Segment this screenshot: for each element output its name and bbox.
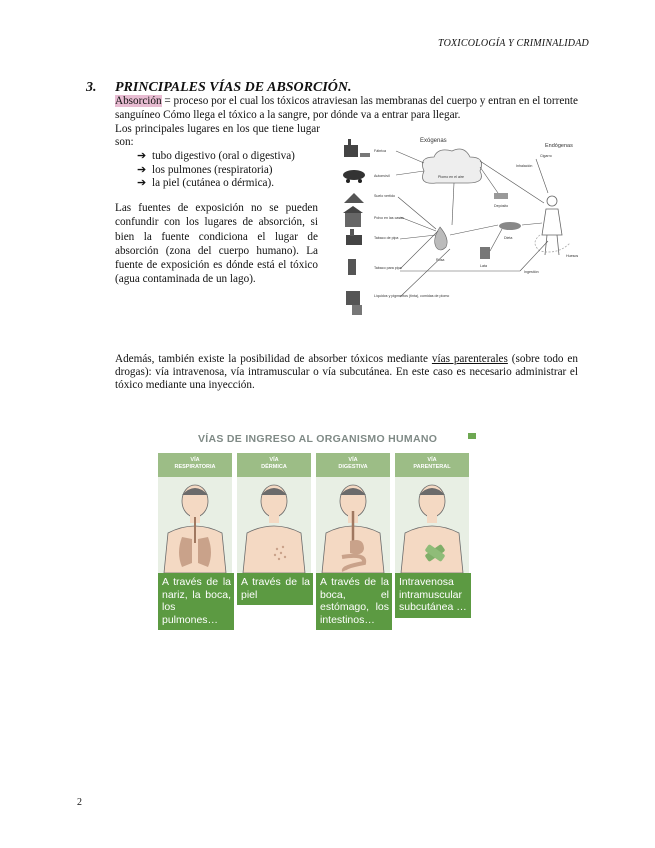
bottle-icon [348,259,356,275]
exposure-diagram [340,131,578,329]
label-endogenas: Endógenas [545,143,573,149]
caption-respiratoria: A través de la nariz, la boca, los pulmones… [158,573,234,630]
svg-text:Polvo en las casas: Polvo en las casas [374,216,404,220]
digestive-figure [316,477,390,573]
running-header: TOXICOLOGÍA Y CRIMINALIDAD [438,38,589,49]
list-item: ➔ la piel (cutánea o dérmica). [137,177,275,189]
corner-mark [468,433,476,439]
stomach-icon [350,540,364,554]
svg-text:Tabaco de pipa: Tabaco de pipa [374,236,399,240]
page-number: 2 [77,797,82,808]
svg-text:Dieta: Dieta [504,236,513,240]
parenteral-figure [395,477,469,573]
svg-text:Inhalación: Inhalación [516,164,533,168]
parenteral-link: vías parenterales [431,353,508,365]
panel-parenteral [395,453,469,573]
svg-text:Suelo vertido: Suelo vertido [374,194,395,198]
panel-header: VÍA RESPIRATORIA [158,453,232,477]
svg-text:Fábrica: Fábrica [374,149,386,153]
definition-text: = proceso por el cual los tóxicos atraviesan las membranas del cuerpo y entran en el torrente sanguíneo Cómo llega el tóxico a la sangre, por dónde va a entrar para llegar. [115,95,578,121]
car-icon [343,170,365,180]
caption-parenteral: Intravenosa intramuscular subcutánea … [395,573,471,618]
svg-text:Ingestión: Ingestión [524,270,539,274]
svg-text:Plomo en el aire: Plomo en el aire [438,175,464,179]
list-item: ➔ tubo digestivo (oral o digestiva) [137,150,295,162]
soil-icon [344,193,364,203]
panel-digestiva [316,453,390,573]
caption-dermica: A través de la piel [237,573,313,605]
plate-icon [499,222,521,230]
water-drop-icon [435,227,447,250]
panel-header: VÍA DÉRMICA [237,453,311,477]
lung-icon [179,537,192,567]
panel-respiratoria [158,453,232,573]
lugares-intro: Los principales lugares en los que tiene lugar son: [115,123,320,148]
section-number: 3. [86,80,97,95]
label-exogenas: Exógenas [420,138,447,144]
factory-icon [344,145,358,157]
can-icon [480,247,490,259]
house-icon [345,213,361,227]
definition-paragraph [115,95,578,122]
caption-digestiva: A través de la boca, el estómago, los intestinos… [316,573,392,630]
svg-text:Rosa: Rosa [436,258,445,262]
panel-header: VÍA DIGESTIVA [316,453,390,477]
highlighted-term: Absorción [115,95,162,107]
list-item: ➔ los pulmones (respiratoria) [137,163,273,176]
panel-header: VÍA PARENTERAL [395,453,469,477]
section-title: PRINCIPALES VÍAS DE ABSORCIÓN. [115,80,352,95]
respiratory-figure [158,477,232,573]
svg-text:Automóvil: Automóvil [374,174,390,178]
lugares-list [137,150,295,191]
svg-text:Tabaco para pipa: Tabaco para pipa [374,266,402,270]
svg-text:Lata: Lata [480,264,487,268]
dermal-figure [237,477,311,573]
source-icons [343,139,370,315]
deposit-icon [494,193,508,199]
svg-text:Cigarro: Cigarro [540,154,552,158]
arrow-icon: ➔ [137,177,147,189]
person-figure [542,196,562,255]
pipe-icon [346,235,362,245]
panel-dermica [237,453,311,573]
parenteral-paragraph: Además, también existe la posibilidad de absorber tóxicos mediante vías parenterales (sobre todo en drogas): vía intravenosa, vía intramuscular o vía subcutánea. En este caso es necesario administrar el tóxico mediante una inyección. [115,353,578,391]
fuentes-paragraph: Las fuentes de exposición no se pueden confundir con los lugares de absorción, si bien la fuente condiciona el lugar de absorción (zona del cuerpo humano). La fuente de exposición es dónde está el tóxico (agua contaminada de un lago). [115,202,318,286]
arrow-icon: ➔ [137,150,147,162]
arrow-icon: ➔ [137,163,147,176]
figure-title: VÍAS DE INGRESO AL ORGANISMO HUMANO [198,433,438,445]
svg-text:Huesos: Huesos [566,254,578,258]
svg-text:Depósito: Depósito [494,204,509,208]
vias-ingreso-figure [156,431,477,655]
paint-icon [346,291,360,305]
svg-text:Líquidos y pigmentos (tinta),: Líquidos y pigmentos (tinta), comidas de plomo [374,294,450,298]
